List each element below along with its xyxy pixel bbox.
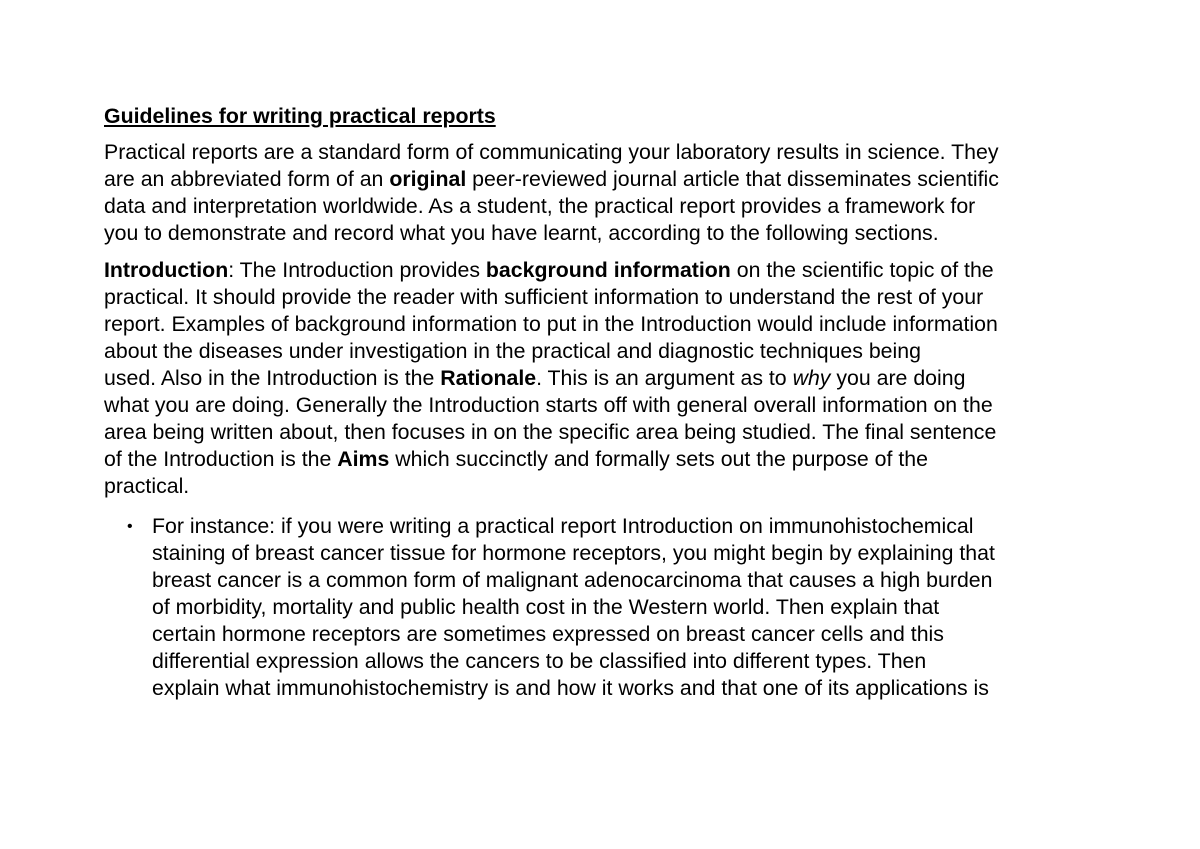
text-line	[104, 446, 1114, 473]
emphasis-rationale: Rationale	[440, 366, 537, 390]
text-line: explain what immunohistochemistry is and how it works and that one of its applications is	[152, 676, 989, 700]
section-heading-introduction: Introduction	[104, 258, 229, 282]
text-line	[104, 365, 1114, 392]
paragraph-overview	[104, 139, 1114, 247]
text-line: of morbidity, mortality and public health cost in the Western world. Then explain that	[152, 595, 940, 619]
text-line: certain hormone receptors are sometimes expressed on breast cancer cells and this	[152, 622, 944, 646]
text-line: what you are doing. Generally the Introduction starts off with general overall information on the	[104, 393, 993, 417]
text-line: Practical reports are a standard form of communicating your laboratory results in science. They	[104, 140, 999, 164]
paragraph-introduction	[104, 257, 1114, 500]
text-line: For instance: if you were writing a practical report Introduction on immunohistochemical	[152, 514, 974, 538]
text-line	[104, 166, 1114, 193]
text-run: which succinctly and formally sets out the purpose of the	[389, 447, 928, 471]
emphasis-why: why	[792, 366, 831, 390]
text-line: report. Examples of background information to put in the Introduction would include information	[104, 312, 998, 336]
text-line	[104, 257, 1114, 284]
text-line: differential expression allows the cancers to be classified into different types. Then	[152, 649, 927, 673]
text-line: about the diseases under investigation in the practical and diagnostic techniques being	[104, 339, 921, 363]
text-run: : The Introduction provides	[228, 258, 486, 282]
text-line: data and interpretation worldwide. As a student, the practical report provides a framework for	[104, 194, 976, 218]
text-line: breast cancer is a common form of malignant adenocarcinoma that causes a high burden	[152, 568, 993, 592]
text-run: used. Also in the Introduction is the	[104, 366, 441, 390]
text-line: staining of breast cancer tissue for hormone receptors, you might begin by explaining that	[152, 541, 995, 565]
text-line: practical. It should provide the reader with sufficient information to understand the rest of your	[104, 285, 984, 309]
text-run: on the scientific topic of the	[730, 258, 994, 282]
document-page	[104, 103, 1114, 702]
emphasis-background-information: background information	[485, 258, 731, 282]
text-run: peer-reviewed journal article that disseminates scientific	[466, 167, 999, 191]
text-run: of the Introduction is the	[104, 447, 338, 471]
text-line: practical.	[104, 474, 190, 498]
document-title: Guidelines for writing practical reports	[104, 104, 496, 128]
text-line: area being written about, then focuses in on the specific area being studied. The final sentence	[104, 420, 997, 444]
text-run: you are doing	[830, 366, 966, 390]
text-run: . This is an argument as to	[536, 366, 793, 390]
emphasis-original: original	[389, 167, 467, 191]
text-run: are an abbreviated form of an	[104, 167, 390, 191]
text-line: you to demonstrate and record what you have learnt, according to the following sections.	[104, 221, 939, 245]
bullet-icon: •	[127, 518, 133, 535]
emphasis-aims: Aims	[337, 447, 390, 471]
list-item-example	[104, 513, 1114, 702]
